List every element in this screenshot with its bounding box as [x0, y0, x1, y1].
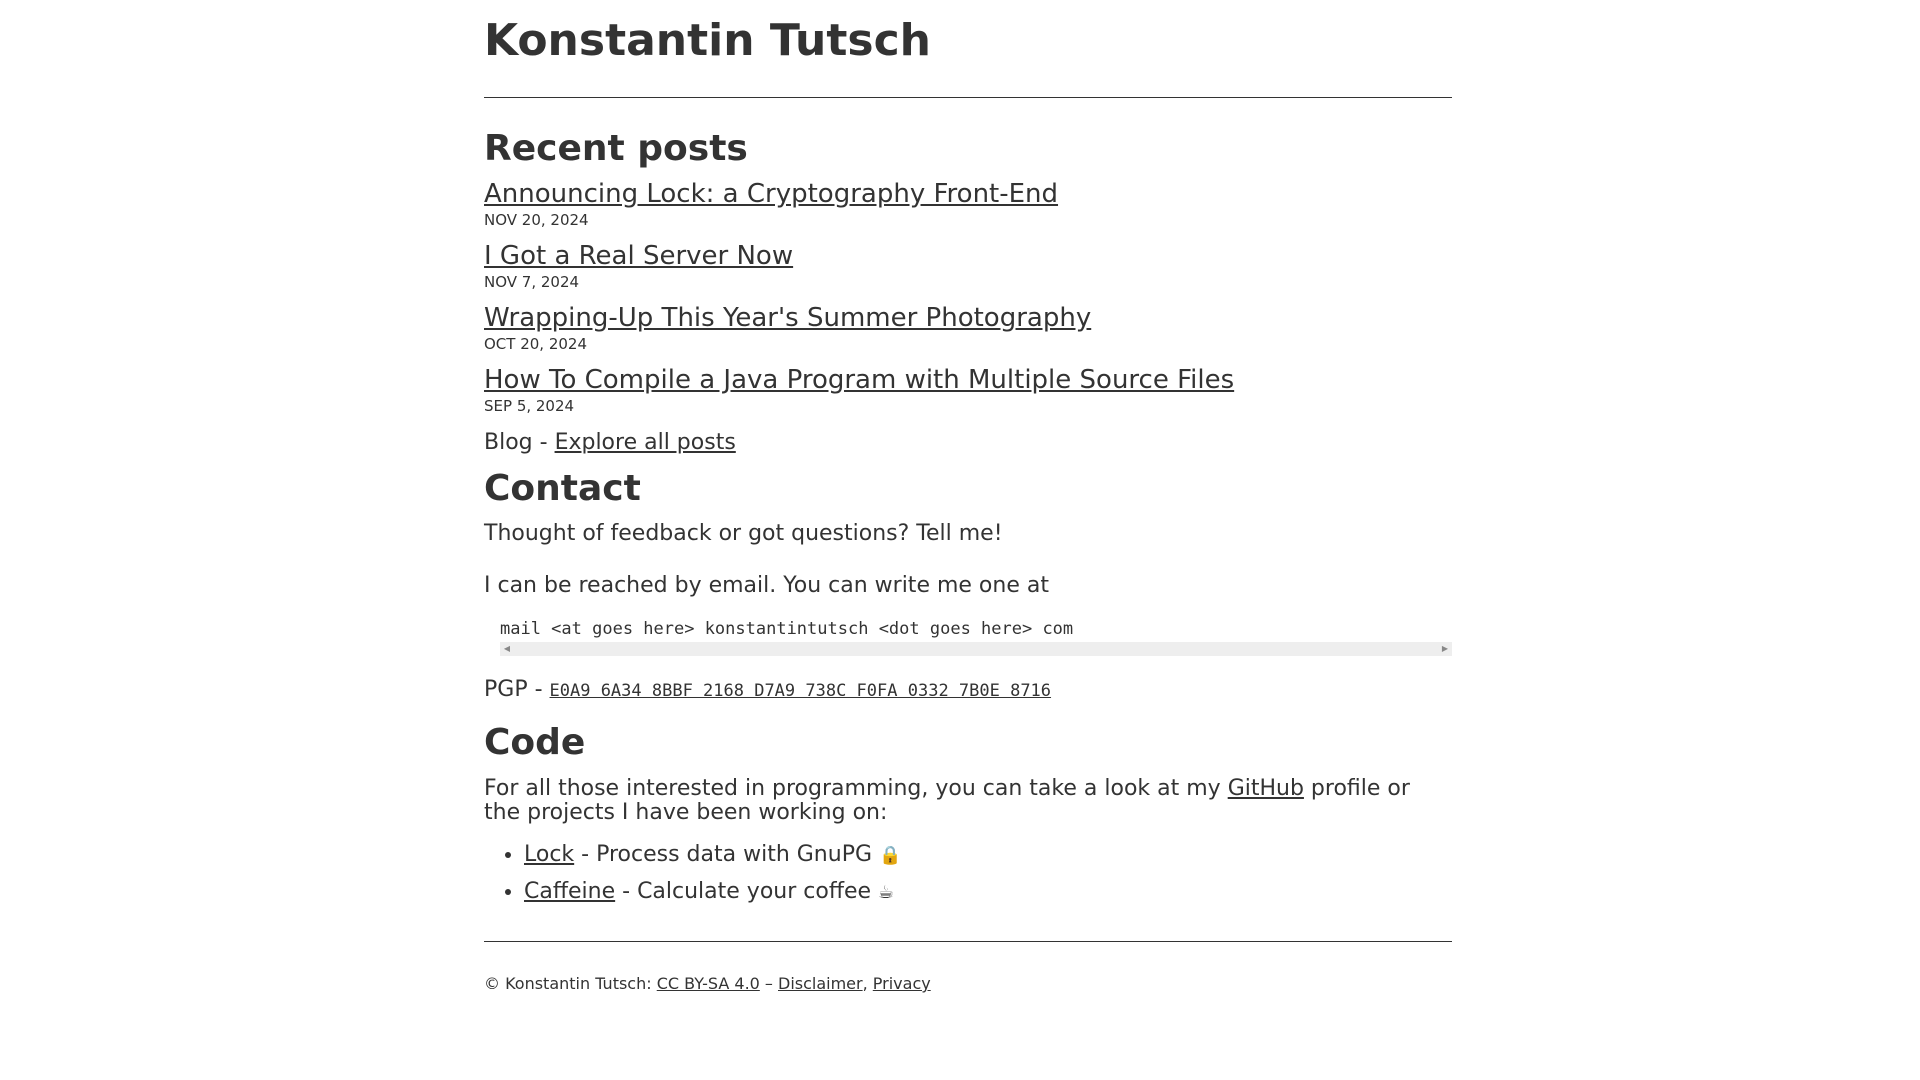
header-divider	[484, 97, 1452, 98]
code-heading: Code	[484, 722, 586, 763]
post-link[interactable]: How To Compile a Java Program with Multiple Source Files	[484, 365, 1235, 395]
scroll-right-arrow-icon[interactable]: ▶	[1441, 644, 1449, 653]
footer-dash: –	[759, 974, 778, 993]
recent-posts-heading: Recent posts	[484, 128, 748, 169]
footer-divider	[484, 941, 1452, 942]
post-date: NOV 20, 2024	[484, 211, 589, 229]
post-date: NOV 7, 2024	[484, 273, 580, 291]
contact-intro: Thought of feedback or got questions? Tell me!	[484, 521, 1003, 546]
contact-heading: Contact	[484, 468, 641, 509]
lock-icon: 🔒	[879, 845, 902, 866]
disclaimer-link[interactable]: Disclaimer	[778, 974, 863, 993]
post-date: SEP 5, 2024	[484, 397, 575, 415]
privacy-link[interactable]: Privacy	[872, 974, 931, 993]
email-code: mail <at goes here> konstantintutsch <dot goes here> com	[500, 619, 1074, 639]
footer-copyright: © Konstantin Tutsch:	[484, 974, 657, 993]
posts-list	[484, 178, 1452, 416]
post-item	[484, 302, 1452, 354]
license-link[interactable]: CC BY-SA 4.0	[656, 974, 760, 993]
blog-prefix: Blog -	[484, 430, 555, 455]
scroll-left-arrow-icon[interactable]: ◀	[503, 644, 511, 653]
blog-line	[484, 429, 1452, 457]
site-title: Konstantin Tutsch	[484, 15, 932, 66]
project-item-lock	[524, 837, 1452, 874]
code-intro	[484, 777, 1452, 825]
coffee-icon: ☕	[878, 882, 895, 903]
post-link[interactable]: Wrapping-Up This Year's Summer Photography	[484, 303, 1092, 333]
pgp-line	[484, 676, 1452, 705]
post-date: OCT 20, 2024	[484, 335, 588, 353]
project-item-caffeine	[524, 874, 1452, 911]
projects-list	[484, 837, 1452, 911]
pgp-label: PGP -	[484, 677, 550, 702]
github-link[interactable]: GitHub	[1227, 776, 1304, 801]
email-code-block	[500, 618, 1452, 656]
post-item	[484, 364, 1452, 416]
code-intro-before: For all those interested in programming, you can take a look at my	[484, 776, 1228, 801]
post-link[interactable]: I Got a Real Server Now	[484, 241, 794, 271]
page-content	[484, 0, 1452, 994]
contact-email-text: I can be reached by email. You can write me one at	[484, 573, 1049, 598]
code-intro-after: profile or the projects I have been working on:	[484, 776, 1410, 825]
project-description: - Process data with GnuPG	[574, 842, 880, 867]
footer	[484, 974, 1452, 994]
project-link-lock[interactable]: Lock	[524, 842, 575, 867]
pgp-fingerprint-link[interactable]: E0A9 6A34 8BBF 2168 D7A9 738C F0FA 0332 7B0E 8716	[549, 681, 1052, 701]
explore-all-posts-link[interactable]: Explore all posts	[554, 430, 736, 455]
post-item	[484, 240, 1452, 292]
project-description: - Calculate your coffee	[615, 879, 879, 904]
post-link[interactable]: Announcing Lock: a Cryptography Front-End	[484, 179, 1059, 209]
horizontal-scrollbar[interactable]	[500, 642, 1452, 656]
project-link-caffeine[interactable]: Caffeine	[524, 879, 616, 904]
footer-comma: ,	[862, 974, 873, 993]
post-item	[484, 178, 1452, 230]
